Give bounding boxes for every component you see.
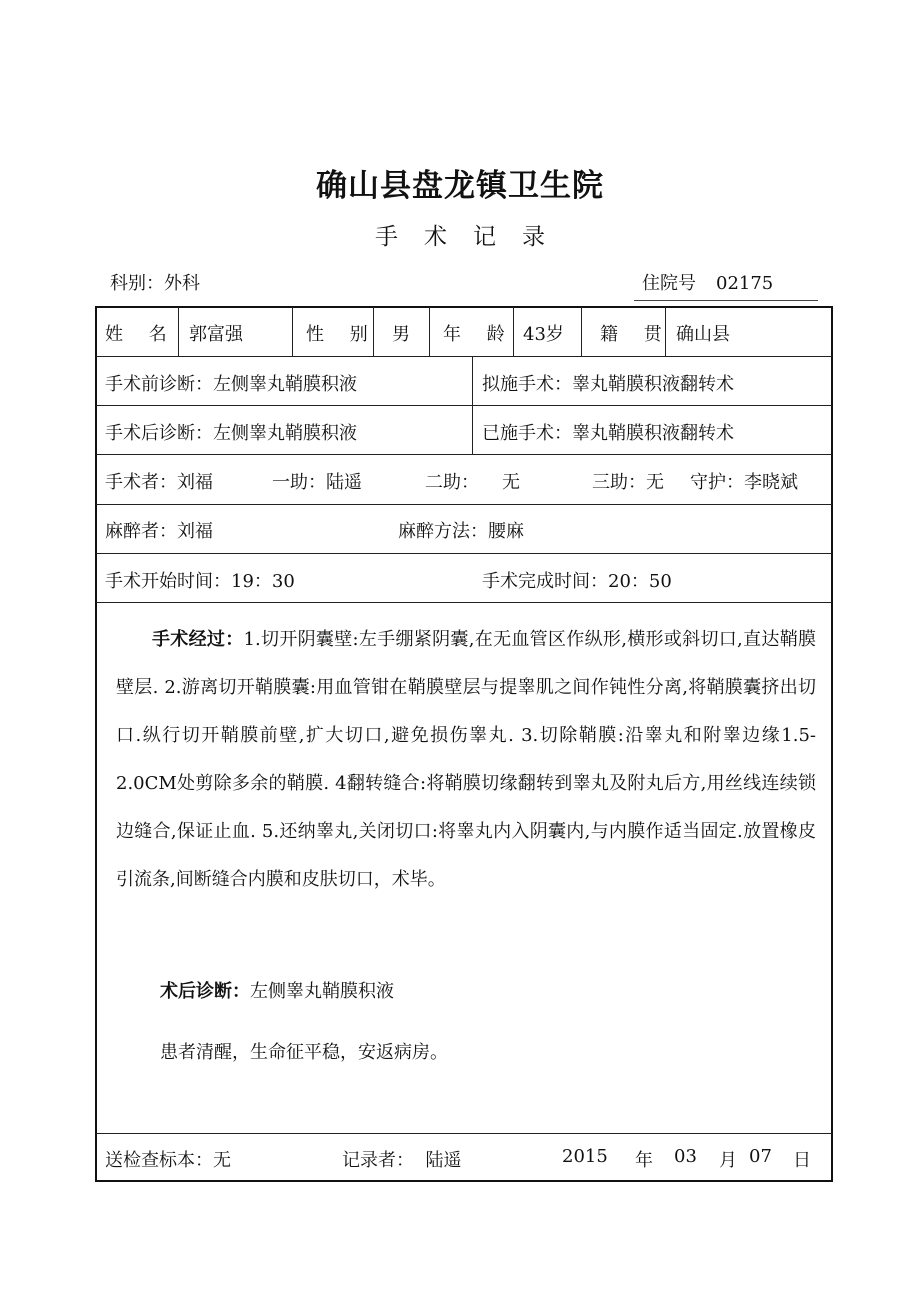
- row-divider: [96, 454, 832, 455]
- col-divider: [472, 356, 473, 454]
- department-label: 科别：: [110, 273, 164, 294]
- procedure-text: 1.切开阴囊壁:左手绷紧阴囊,在无血管区作纵形,横形或斜切口,直达鞘膜壁层. 2.游离切开鞘膜囊:用血管钳在鞘膜壁层与提睾肌之间作钝性分离,将鞘膜囊挤出切口.纵行切开鞘膜前壁,扩大切口,避免损伤睾丸. 3.切除鞘膜:沿睾丸和附睾边缘1.5-2.0CM处剪除多余的鞘膜. 4翻转缝合:将鞘膜切缘翻转到睾丸及附丸后方,用丝线连续锁边缝合,保证止血. 5.还纳睾丸,关闭切口:将睾丸内入阴囊内,与内膜作适当固定.放置橡皮引流条,间断缝合内膜和皮肤切口，术毕。: [116, 629, 816, 890]
- post-op-diagnosis: 手术后诊断：左侧睾丸鞘膜积液: [105, 423, 357, 444]
- day-unit: 日: [793, 1150, 811, 1171]
- month-unit: 月: [719, 1150, 737, 1171]
- post-diagnosis: [160, 977, 394, 1003]
- start-time: 手术开始时间：19：30: [105, 571, 295, 592]
- record-day: 07: [749, 1146, 772, 1167]
- row-divider: [96, 405, 832, 406]
- post-diagnosis-label: 术后诊断：: [160, 981, 250, 1002]
- procedure-label: 手术经过：: [152, 629, 244, 650]
- recorder: 记录者： 陆遥: [342, 1150, 462, 1171]
- row-divider: [96, 356, 832, 357]
- specimen: 送检查标本：无: [105, 1150, 231, 1171]
- row-divider: [96, 602, 832, 603]
- procedure-description: [116, 616, 816, 904]
- row-divider: [96, 1133, 832, 1134]
- second-assistant: 无: [502, 472, 520, 493]
- age-label: 年 龄: [443, 324, 515, 345]
- surgeon: 手术者：刘福: [105, 472, 213, 493]
- row-divider: [96, 553, 832, 554]
- patient-status: 患者清醒，生命征平稳，安返病房。: [160, 1042, 448, 1063]
- anesthetist: 麻醉者：刘福: [105, 521, 213, 542]
- patient-origin: 确山县: [676, 324, 730, 345]
- patient-sex: 男: [392, 324, 410, 345]
- patient-name: 郭富强: [189, 324, 243, 345]
- pre-op-diagnosis: 手术前诊断：左侧睾丸鞘膜积液: [105, 374, 357, 395]
- admission-value: 02175: [716, 273, 774, 294]
- col-divider: [429, 307, 430, 356]
- admission-label: 住院号: [642, 273, 696, 294]
- second-assistant-label: 二助：: [425, 472, 479, 493]
- guard: 守护：李晓斌: [690, 472, 798, 493]
- anesthesia-method: 麻醉方法：腰麻: [398, 521, 524, 542]
- patient-age: 43岁: [523, 324, 564, 345]
- department: [110, 269, 200, 295]
- post-diagnosis-value: 左侧睾丸鞘膜积液: [250, 981, 394, 1002]
- performed-operation: 已施手术：睾丸鞘膜积液翻转术: [482, 423, 734, 444]
- origin-label: 籍 贯: [600, 324, 672, 345]
- col-divider: [178, 307, 179, 356]
- name-label: 姓 名: [105, 324, 177, 345]
- col-divider: [581, 307, 582, 356]
- first-assistant: 一助：陆遥: [272, 472, 362, 493]
- hospital-name: 确山县盘龙镇卫生院: [316, 168, 604, 204]
- department-value: 外科: [164, 273, 200, 294]
- col-divider: [292, 307, 293, 356]
- record-year: 2015: [562, 1146, 608, 1167]
- document-title: 手术记录: [375, 224, 571, 250]
- admission-number: [642, 269, 773, 295]
- year-unit: 年: [635, 1150, 653, 1171]
- admission-underline: [634, 300, 818, 301]
- sex-label: 性 别: [306, 324, 378, 345]
- end-time: 手术完成时间：20：50: [482, 571, 672, 592]
- record-month: 03: [674, 1146, 697, 1167]
- row-divider: [96, 504, 832, 505]
- planned-operation: 拟施手术：睾丸鞘膜积液翻转术: [482, 374, 734, 395]
- third-assistant: 三助：无: [592, 472, 664, 493]
